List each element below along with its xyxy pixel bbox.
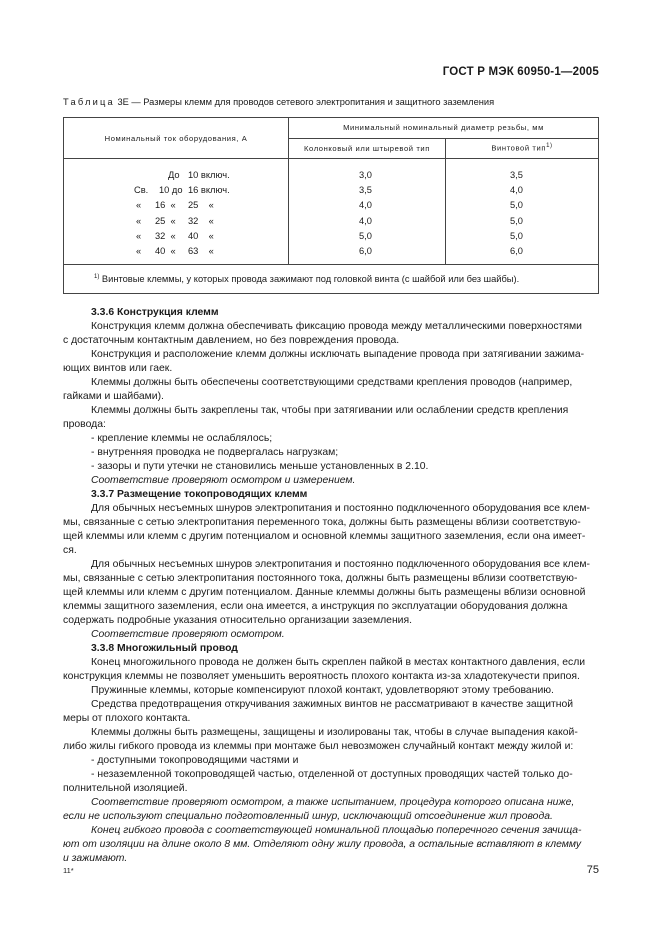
paragraph-line: провода: (63, 419, 106, 430)
paragraph-line: клеммы защитного заземления, если она имеется, а инструкция по эксплуатации оборудования должна (63, 601, 568, 612)
header-screw-label: Винтовой тип (491, 144, 547, 154)
range-prefix: « (136, 230, 142, 241)
table-cell: 4,0 (359, 215, 372, 226)
paragraph-line: либо жилы гибкого провода из клеммы при монтаже был невозможен случайный контакт между жилой и: (63, 741, 574, 752)
paragraph-line: Для обычных несъемных шнуров электропитания и постоянно подключенного оборудования все клем- (91, 559, 591, 570)
table-cell: 3,5 (359, 185, 372, 196)
table-cell: 5,0 (510, 230, 523, 241)
list-item: - крепление клеммы не ослаблялось; (91, 433, 273, 444)
table-cell: 5,0 (510, 200, 523, 211)
table-footnote (64, 265, 599, 294)
compliance-note: Соответствие проверяют осмотром и измерением. (91, 475, 356, 486)
table-cell: 5,0 (510, 215, 523, 226)
paragraph-line: Для обычных несъемных шнуров электропитания и постоянно подключенного оборудования все клем- (91, 503, 591, 514)
page-number: 75 (586, 864, 599, 876)
range-to: 40 « (188, 230, 214, 241)
paragraph-line: Пружинные клеммы, которые компенсируют плохой контакт, удовлетворяют этому требованию. (91, 685, 554, 696)
screw-values-column (446, 159, 599, 265)
paragraph-line: Клеммы должны быть обеспечены соответствующими средствами крепления проводов (например, (91, 377, 573, 388)
paragraph-line: конструкция клеммы не позволяет уменьшить вероятность плохого контакта из-за хладотекучести припоя. (63, 671, 580, 682)
table-cell: 3,0 (359, 170, 372, 180)
paragraph-line: ющих винтов или гаек. (63, 363, 173, 374)
section-heading-3-3-7: 3.3.7 Размещение токопроводящих клемм (91, 489, 308, 500)
range-prefix: « (136, 215, 142, 226)
table-cell: 4,0 (510, 185, 523, 196)
table-row (64, 168, 288, 183)
table-row (64, 183, 288, 198)
standard-header: ГОСТ Р МЭК 60950-1—2005 (442, 66, 599, 78)
range-to: 10 включ. (188, 170, 230, 180)
range-from: 16 « (155, 200, 176, 211)
table-footnote-mark: 1) (94, 274, 100, 281)
table-row (64, 198, 288, 213)
list-item: - зазоры и пути утечки не становились меньше установленных в 2.10. (91, 461, 429, 472)
paragraph-line: мы, связанные с сетью электропитания переменного тока, должны быть размещены вблизи соответствую- (63, 517, 581, 528)
range-to: 16 включ. (188, 185, 230, 196)
table-cell: 6,0 (359, 245, 372, 256)
paragraph-line: мы, связанные с сетью электропитания постоянного тока, должны быть размещены вблизи соответствую- (63, 573, 578, 584)
table-cell: 4,0 (359, 200, 372, 211)
range-from: До (168, 170, 180, 180)
paragraph-line: щей клеммы или клемм с другим потенциалом и основной клеммы защитного заземления, если она имеет- (63, 531, 586, 542)
range-prefix: « (136, 245, 142, 256)
paragraph-line: ся. (63, 545, 77, 556)
table-row (64, 229, 288, 244)
list-item: - незаземленной токопроводящей частью, отделенной от доступных проводящих частей только до- (91, 769, 573, 780)
range-from: 10 до (159, 185, 183, 196)
range-from: 32 « (155, 230, 176, 241)
compliance-note: Соответствие проверяют осмотром, а также испытанием, процедура которого описана ниже, (91, 797, 575, 808)
paragraph-line: меры от плохого контакта. (63, 713, 191, 724)
table-cell: 5,0 (359, 230, 372, 241)
table-footnote-text: Винтовые клеммы, у которых провода зажимают под головкой винта (с шайбой или без шайбы). (99, 274, 520, 285)
table-cell: 6,0 (510, 245, 523, 256)
range-from: 40 « (155, 245, 176, 256)
table-row (64, 214, 288, 229)
header-pillar-type: Колонковый или штыревой тип (289, 138, 446, 159)
header-min-diameter: Минимальный номинальный диаметр резьбы, мм (289, 118, 599, 139)
table-caption-text: 3Е — Размеры клемм для проводов сетевого электропитания и защитного заземления (114, 97, 495, 107)
compliance-note: ют от изоляции на длине около 8 мм. Отделяют одну жилу провода, а остальные вставляют в клемму (63, 839, 582, 850)
table-caption-word: Таблица (63, 97, 115, 107)
list-item: полнительной изоляцией. (63, 783, 188, 794)
table-caption (63, 97, 494, 107)
compliance-note: если не используют специально подготовленный шнур, исключающий отсоединение жил провода. (63, 811, 553, 822)
compliance-note: Конец гибкого провода с соответствующей номинальной площадью поперечного сечения зачища- (91, 825, 582, 836)
table-row (64, 244, 288, 259)
paragraph-line: Средства предотвращения откручивания зажимных винтов не рассматривают в качестве защитной (91, 699, 574, 710)
paragraph-line: с достаточным контактным давлением, но без повреждения провода. (63, 335, 400, 346)
range-to: 32 « (188, 215, 214, 226)
paragraph-line: Клеммы должны быть закреплены так, чтобы при затягивании или ослаблении средств крепления (91, 405, 569, 416)
list-item: - доступными токопроводящими частями и (91, 755, 299, 766)
compliance-note: Соответствие проверяют осмотром. (91, 629, 285, 640)
paragraph-line: Конструкция и расположение клемм должны исключать выпадение провода при затягивании зажима- (91, 349, 585, 360)
paragraph-line: гайками и шайбами). (63, 391, 164, 402)
section-heading-3-3-8: 3.3.8 Многожильный провод (91, 643, 238, 654)
list-item: - внутренняя проводка не подвергалась нагрузкам; (91, 447, 339, 458)
compliance-note: и зажимают. (63, 853, 128, 864)
current-range-column (64, 159, 289, 265)
terminal-size-table (63, 117, 599, 294)
header-screw-footnote-mark: 1) (546, 143, 553, 150)
range-prefix: « (136, 200, 142, 211)
paragraph-line: Конец многожильного провода не должен быть скреплен пайкой в местах контактного давления, если (91, 657, 586, 668)
sheet-mark: 11* (63, 866, 74, 875)
pillar-values-column (289, 159, 446, 265)
table-cell: 3,5 (510, 170, 523, 180)
paragraph-line: Конструкция клемм должна обеспечивать фиксацию провода между металлическими поверхностями (91, 321, 582, 332)
range-to: 25 « (188, 200, 214, 211)
section-heading-3-3-6: 3.3.6 Конструкция клемм (91, 307, 219, 318)
paragraph-line: щей клеммы или клемм с другим потенциалом. Данные клеммы должны быть размещены вблизи основной (63, 587, 586, 598)
paragraph-line: содержать подробные указания относительно организации заземления. (63, 615, 412, 626)
range-from: 25 « (155, 215, 176, 226)
header-screw-type (446, 138, 599, 159)
range-prefix: Св. (134, 185, 149, 196)
range-to: 63 « (188, 245, 214, 256)
header-rated-current: Номинальный ток оборудования, А (64, 118, 289, 159)
paragraph-line: Клеммы должны быть размещены, защищены и изолированы так, чтобы в случае выпадения какой- (91, 727, 578, 738)
